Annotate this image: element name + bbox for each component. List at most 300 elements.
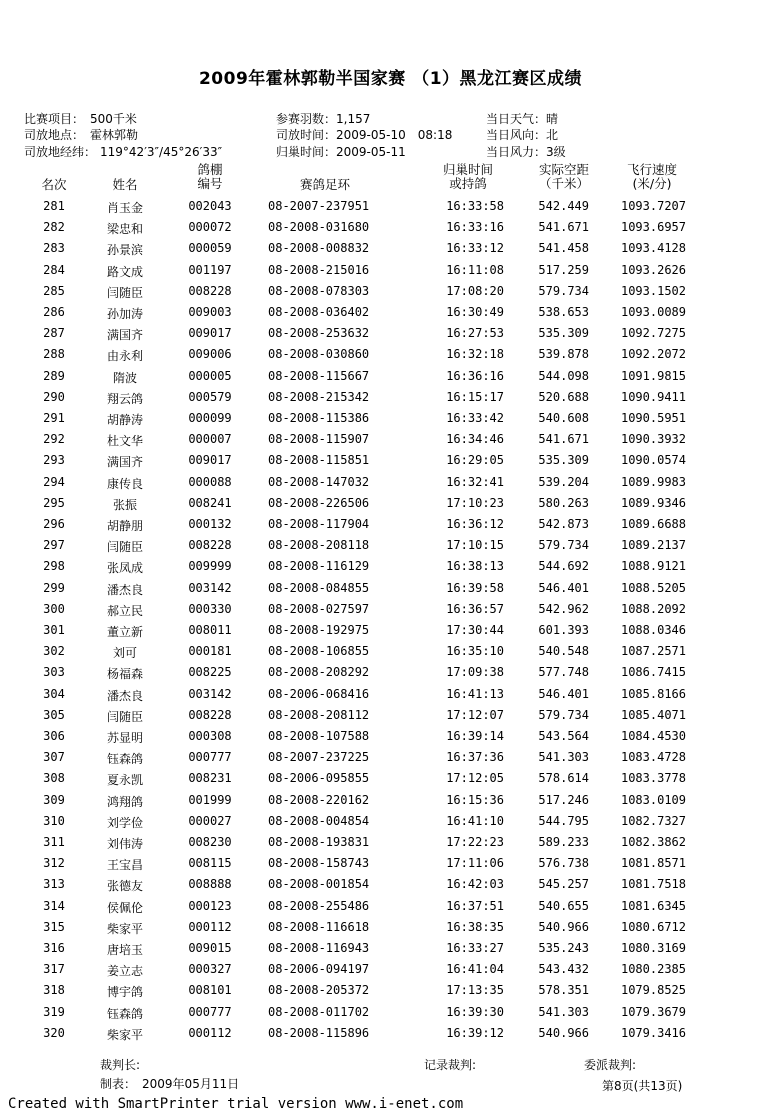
cell-time: 16:35:10 bbox=[446, 644, 504, 659]
cell-speed: 1086.7415 bbox=[620, 665, 686, 680]
cell-ring: 08-2008-030860 bbox=[268, 347, 370, 362]
cell-ring: 08-2008-208118 bbox=[268, 538, 370, 553]
cell-time: 16:41:10 bbox=[446, 813, 504, 828]
cell-time: 16:30:49 bbox=[446, 305, 504, 319]
cell-time: 16:41:13 bbox=[446, 686, 504, 701]
cell-dist: 579.734 bbox=[538, 538, 589, 553]
cell-dist: 540.966 bbox=[538, 919, 589, 934]
table-row bbox=[0, 556, 781, 577]
table-row bbox=[0, 705, 781, 726]
table-row bbox=[0, 832, 781, 853]
page-indicator: 第8页(共13页) bbox=[602, 1079, 683, 1093]
cell-time: 16:39:12 bbox=[446, 1025, 504, 1040]
race-item-line bbox=[24, 110, 137, 127]
cell-rank: 302 bbox=[43, 644, 65, 659]
table-row bbox=[0, 917, 781, 938]
release-place-line bbox=[24, 126, 138, 143]
cell-dist: 541.303 bbox=[538, 1004, 589, 1019]
cell-loft: 000308 bbox=[188, 729, 232, 743]
cell-time: 16:39:58 bbox=[446, 580, 504, 595]
cell-ring: 08-2008-107588 bbox=[268, 729, 370, 743]
cell-dist: 541.671 bbox=[538, 432, 589, 447]
cell-ring: 08-2008-115386 bbox=[268, 411, 370, 425]
cell-rank: 312 bbox=[43, 856, 65, 871]
cell-speed: 1093.7207 bbox=[620, 199, 686, 213]
cell-speed: 1090.9411 bbox=[620, 389, 686, 404]
cell-time: 16:38:13 bbox=[446, 559, 504, 574]
cell-loft: 003142 bbox=[188, 580, 232, 595]
cell-loft: 008228 bbox=[188, 283, 232, 298]
cell-rank: 313 bbox=[43, 877, 65, 892]
cell-time: 16:32:41 bbox=[446, 474, 504, 489]
cell-ring: 08-2008-193831 bbox=[268, 835, 370, 849]
cell-rank: 318 bbox=[43, 983, 65, 998]
cell-speed: 1087.2571 bbox=[620, 644, 686, 659]
cell-name: 张德友 bbox=[106, 879, 143, 894]
header-ring: 赛鸽足环 bbox=[299, 177, 350, 192]
cell-ring: 08-2008-027597 bbox=[268, 601, 370, 616]
cell-time: 16:36:16 bbox=[446, 368, 504, 383]
cell-speed: 1085.4071 bbox=[620, 707, 686, 722]
header-distance-line1: 实际空距 bbox=[538, 162, 589, 177]
cell-rank: 317 bbox=[43, 962, 65, 977]
cell-rank: 309 bbox=[43, 792, 65, 807]
return-time-value: 2009-05-11 bbox=[336, 145, 406, 159]
cell-name: 肖玉金 bbox=[106, 201, 143, 215]
table-row bbox=[0, 344, 781, 365]
cell-speed: 1082.3862 bbox=[620, 835, 686, 849]
cell-ring: 08-2008-008832 bbox=[268, 241, 370, 256]
cell-dist: 541.458 bbox=[538, 241, 589, 256]
table-row bbox=[0, 726, 781, 747]
cell-name: 鸿翔鸽 bbox=[106, 794, 143, 809]
cell-speed: 1091.9815 bbox=[620, 368, 686, 383]
cell-name: 侯佩伦 bbox=[106, 900, 143, 915]
cell-ring: 08-2008-117904 bbox=[268, 517, 370, 531]
cell-time: 16:38:35 bbox=[446, 919, 504, 934]
cell-name: 孙加涛 bbox=[106, 307, 143, 321]
cell-name: 路文成 bbox=[106, 264, 143, 279]
cell-name: 柴家平 bbox=[106, 921, 143, 936]
cell-dist: 579.734 bbox=[538, 707, 589, 722]
cell-loft: 008241 bbox=[188, 495, 232, 510]
cell-time: 16:33:12 bbox=[446, 241, 504, 256]
cell-ring: 08-2008-116943 bbox=[268, 941, 370, 955]
table-row bbox=[0, 747, 781, 768]
cell-dist: 542.449 bbox=[538, 199, 589, 213]
cell-name: 张凤成 bbox=[106, 561, 143, 576]
cell-speed: 1089.9983 bbox=[620, 474, 686, 489]
release-time-label: 司放时间： bbox=[276, 128, 337, 142]
cell-dist: 535.243 bbox=[538, 941, 589, 955]
cell-name: 闫随臣 bbox=[106, 540, 143, 555]
cell-speed: 1080.3169 bbox=[620, 941, 686, 955]
cell-rank: 303 bbox=[43, 665, 65, 680]
table-row bbox=[0, 938, 781, 959]
table-row bbox=[0, 450, 781, 471]
cell-ring: 08-2008-215016 bbox=[268, 262, 370, 277]
cell-loft: 000777 bbox=[188, 1004, 232, 1019]
cell-dist: 539.878 bbox=[538, 347, 589, 362]
release-place-label: 司放地点： bbox=[24, 128, 85, 142]
cell-dist: 578.614 bbox=[538, 771, 589, 786]
table-row bbox=[0, 980, 781, 1001]
cell-rank: 311 bbox=[43, 835, 65, 849]
cell-loft: 009999 bbox=[188, 559, 232, 574]
cell-dist: 543.432 bbox=[538, 962, 589, 977]
cell-loft: 000007 bbox=[188, 432, 232, 447]
cell-loft: 000112 bbox=[188, 1025, 232, 1040]
cell-ring: 08-2008-115896 bbox=[268, 1025, 370, 1040]
return-time-line bbox=[276, 143, 406, 160]
cell-loft: 008011 bbox=[188, 623, 232, 637]
cell-time: 17:09:38 bbox=[446, 665, 504, 680]
table-row bbox=[0, 493, 781, 514]
cell-ring: 08-2008-205372 bbox=[268, 983, 370, 998]
cell-speed: 1088.5205 bbox=[620, 580, 686, 595]
cell-time: 17:11:06 bbox=[446, 856, 504, 871]
cell-loft: 009017 bbox=[188, 326, 232, 341]
cell-ring: 08-2008-115667 bbox=[268, 368, 370, 383]
entries-line bbox=[276, 110, 370, 127]
table-row bbox=[0, 578, 781, 599]
header-time-line1: 归巢时间 bbox=[442, 162, 493, 177]
table-row bbox=[0, 387, 781, 408]
cell-loft: 000088 bbox=[188, 474, 232, 489]
cell-loft: 000027 bbox=[188, 813, 232, 828]
cell-rank: 289 bbox=[43, 368, 65, 383]
cell-rank: 301 bbox=[43, 623, 65, 637]
cell-name: 博宇鸽 bbox=[106, 985, 143, 1000]
cell-dist: 541.671 bbox=[538, 220, 589, 235]
cell-name: 刘伟涛 bbox=[106, 837, 143, 851]
cell-ring: 08-2008-253632 bbox=[268, 326, 370, 341]
cell-rank: 283 bbox=[43, 241, 65, 256]
cell-ring: 08-2007-237225 bbox=[268, 750, 370, 765]
cell-dist: 542.962 bbox=[538, 601, 589, 616]
cell-speed: 1089.2137 bbox=[620, 538, 686, 553]
cell-speed: 1080.2385 bbox=[620, 962, 686, 977]
entries-value: 1,157 bbox=[336, 112, 371, 126]
prepared-label: 制表： bbox=[100, 1077, 137, 1091]
cell-speed: 1090.0574 bbox=[620, 453, 686, 468]
cell-rank: 319 bbox=[43, 1004, 65, 1019]
cell-loft: 000059 bbox=[188, 241, 232, 256]
return-time-label: 归巢时间： bbox=[276, 145, 337, 159]
table-row bbox=[0, 408, 781, 429]
cell-loft: 000099 bbox=[188, 411, 232, 425]
table-row bbox=[0, 790, 781, 811]
cell-dist: 545.257 bbox=[538, 877, 589, 892]
table-row bbox=[0, 620, 781, 641]
cell-speed: 1088.2092 bbox=[620, 601, 686, 616]
cell-loft: 001999 bbox=[188, 792, 232, 807]
cell-time: 16:37:36 bbox=[446, 750, 504, 765]
cell-time: 16:42:03 bbox=[446, 877, 504, 892]
header-time bbox=[428, 163, 508, 191]
cell-name: 翔云鸽 bbox=[106, 391, 143, 406]
cell-speed: 1079.3679 bbox=[620, 1004, 686, 1019]
cell-ring: 08-2008-158743 bbox=[268, 856, 370, 871]
cell-time: 16:34:46 bbox=[446, 432, 504, 447]
cell-speed: 1082.7327 bbox=[620, 813, 686, 828]
appointed-judge-label: 委派裁判: bbox=[584, 1058, 637, 1072]
cell-name: 杜文华 bbox=[106, 434, 143, 449]
cell-rank: 290 bbox=[43, 389, 65, 404]
cell-dist: 540.966 bbox=[538, 1025, 589, 1040]
cell-speed: 1083.4728 bbox=[620, 750, 686, 765]
table-row bbox=[0, 260, 781, 281]
cell-ring: 08-2008-116129 bbox=[268, 559, 370, 574]
cell-dist: 576.738 bbox=[538, 856, 589, 871]
table-row bbox=[0, 238, 781, 259]
cell-name: 唐培玉 bbox=[106, 943, 143, 957]
wind-direction-label: 当日风向： bbox=[486, 128, 547, 142]
cell-loft: 000123 bbox=[188, 898, 232, 913]
cell-dist: 517.246 bbox=[538, 792, 589, 807]
cell-name: 刘学俭 bbox=[106, 815, 143, 830]
cell-speed: 1093.1502 bbox=[620, 283, 686, 298]
cell-dist: 578.351 bbox=[538, 983, 589, 998]
cell-name: 满国齐 bbox=[106, 455, 143, 470]
race-item-value: 500千米 bbox=[90, 112, 137, 126]
cell-time: 16:11:08 bbox=[446, 262, 504, 277]
cell-time: 16:15:17 bbox=[446, 389, 504, 404]
cell-loft: 000579 bbox=[188, 389, 232, 404]
cell-rank: 287 bbox=[43, 326, 65, 341]
cell-rank: 316 bbox=[43, 941, 65, 955]
table-row bbox=[0, 811, 781, 832]
cell-time: 16:15:36 bbox=[446, 792, 504, 807]
cell-dist: 520.688 bbox=[538, 389, 589, 404]
cell-dist: 540.548 bbox=[538, 644, 589, 659]
cell-speed: 1093.4128 bbox=[620, 241, 686, 256]
cell-name: 钰森鸽 bbox=[106, 752, 143, 767]
cell-name: 由永利 bbox=[106, 349, 143, 364]
cell-ring: 08-2008-215342 bbox=[268, 389, 370, 404]
cell-rank: 286 bbox=[43, 305, 65, 319]
weather-label: 当日天气： bbox=[486, 112, 547, 126]
cell-loft: 000112 bbox=[188, 919, 232, 934]
cell-loft: 000005 bbox=[188, 368, 232, 383]
cell-speed: 1093.6957 bbox=[620, 220, 686, 235]
cell-rank: 282 bbox=[43, 220, 65, 235]
cell-dist: 539.204 bbox=[538, 474, 589, 489]
cell-loft: 008115 bbox=[188, 856, 232, 871]
cell-ring: 08-2008-004854 bbox=[268, 813, 370, 828]
cell-time: 16:33:16 bbox=[446, 220, 504, 235]
cell-name: 杨福森 bbox=[106, 667, 143, 682]
cell-ring: 08-2008-078303 bbox=[268, 283, 370, 298]
header-distance-line2: （千米） bbox=[538, 176, 589, 191]
release-coords-value: 119°42′3″/45°26′33″ bbox=[100, 145, 223, 159]
header-rank: 名次 bbox=[41, 177, 67, 192]
header-loft-line2: 编号 bbox=[197, 176, 223, 191]
recording-judge-label: 记录裁判: bbox=[424, 1058, 477, 1072]
table-row bbox=[0, 366, 781, 387]
cell-time: 16:32:18 bbox=[446, 347, 504, 362]
cell-dist: 540.608 bbox=[538, 411, 589, 425]
cell-loft: 008225 bbox=[188, 665, 232, 680]
cell-time: 16:36:12 bbox=[446, 517, 504, 531]
cell-speed: 1092.2072 bbox=[620, 347, 686, 362]
cell-loft: 009015 bbox=[188, 941, 232, 955]
cell-speed: 1080.6712 bbox=[620, 919, 686, 934]
cell-name: 隋波 bbox=[112, 370, 137, 385]
cell-rank: 291 bbox=[43, 411, 65, 425]
cell-loft: 008228 bbox=[188, 538, 232, 553]
cell-name: 满国齐 bbox=[106, 328, 143, 343]
cell-loft: 009003 bbox=[188, 305, 232, 319]
cell-time: 17:22:23 bbox=[446, 835, 504, 849]
cell-loft: 008888 bbox=[188, 877, 232, 892]
cell-speed: 1084.4530 bbox=[620, 729, 686, 743]
cell-speed: 1093.0089 bbox=[620, 305, 686, 319]
cell-ring: 08-2008-147032 bbox=[268, 474, 370, 489]
table-row bbox=[0, 853, 781, 874]
release-time-line bbox=[276, 126, 452, 143]
cell-speed: 1090.3932 bbox=[620, 432, 686, 447]
cell-speed: 1090.5951 bbox=[620, 411, 686, 425]
table-row bbox=[0, 684, 781, 705]
cell-rank: 292 bbox=[43, 432, 65, 447]
cell-rank: 320 bbox=[43, 1025, 65, 1040]
cell-rank: 304 bbox=[43, 686, 65, 701]
cell-name: 梁忠和 bbox=[106, 222, 143, 237]
cell-rank: 294 bbox=[43, 474, 65, 489]
cell-name: 郝立民 bbox=[106, 603, 143, 618]
weather-value: 晴 bbox=[546, 112, 559, 126]
cell-rank: 306 bbox=[43, 729, 65, 743]
cell-loft: 000327 bbox=[188, 962, 232, 977]
cell-rank: 298 bbox=[43, 559, 65, 574]
wind-force-label: 当日风力： bbox=[486, 145, 547, 159]
cell-rank: 285 bbox=[43, 283, 65, 298]
header-loft-line1: 鸽棚 bbox=[197, 162, 223, 177]
table-row bbox=[0, 1023, 781, 1044]
cell-dist: 589.233 bbox=[538, 835, 589, 849]
cell-ring: 08-2008-208112 bbox=[268, 707, 370, 722]
cell-rank: 281 bbox=[43, 199, 65, 213]
cell-time: 17:30:44 bbox=[446, 623, 504, 637]
cell-loft: 001197 bbox=[188, 262, 232, 277]
table-row bbox=[0, 196, 781, 217]
cell-ring: 08-2008-084855 bbox=[268, 580, 370, 595]
cell-loft: 000132 bbox=[188, 517, 232, 531]
cell-loft: 008230 bbox=[188, 835, 232, 849]
table-row bbox=[0, 302, 781, 323]
cell-rank: 314 bbox=[43, 898, 65, 913]
release-coords-label: 司放地经纬： bbox=[24, 145, 97, 159]
cell-ring: 08-2008-115907 bbox=[268, 432, 370, 447]
cell-ring: 08-2006-068416 bbox=[268, 686, 370, 701]
table-row bbox=[0, 959, 781, 980]
table-row bbox=[0, 599, 781, 620]
cell-dist: 543.564 bbox=[538, 729, 589, 743]
cell-loft: 000330 bbox=[188, 601, 232, 616]
cell-name: 康传良 bbox=[106, 476, 143, 491]
cell-loft: 008231 bbox=[188, 771, 232, 786]
cell-time: 16:41:04 bbox=[446, 962, 504, 977]
race-item-label: 比赛项目： bbox=[24, 112, 85, 126]
cell-loft: 008228 bbox=[188, 707, 232, 722]
cell-loft: 008101 bbox=[188, 983, 232, 998]
cell-time: 17:10:15 bbox=[446, 538, 504, 553]
cell-time: 17:12:07 bbox=[446, 707, 504, 722]
cell-time: 16:33:27 bbox=[446, 941, 504, 955]
table-row bbox=[0, 641, 781, 662]
cell-name: 钰森鸽 bbox=[106, 1006, 143, 1021]
cell-dist: 517.259 bbox=[538, 262, 589, 277]
header-time-line2: 或持鸽 bbox=[449, 176, 487, 191]
cell-rank: 308 bbox=[43, 771, 65, 786]
cell-ring: 08-2008-115851 bbox=[268, 453, 370, 468]
cell-name: 潘杰良 bbox=[106, 688, 143, 703]
wind-direction-value: 北 bbox=[546, 128, 559, 142]
cell-name: 董立新 bbox=[106, 625, 143, 639]
cell-dist: 542.873 bbox=[538, 517, 589, 531]
cell-ring: 08-2008-255486 bbox=[268, 898, 370, 913]
cell-dist: 535.309 bbox=[538, 326, 589, 341]
wind-force-value: 3级 bbox=[546, 145, 566, 159]
cell-speed: 1079.8525 bbox=[620, 983, 686, 998]
cell-speed: 1081.8571 bbox=[620, 856, 686, 871]
cell-rank: 296 bbox=[43, 517, 65, 531]
cell-speed: 1081.7518 bbox=[620, 877, 686, 892]
wind-force-line bbox=[486, 143, 566, 160]
table-row bbox=[0, 217, 781, 238]
release-place-value: 霍林郭勒 bbox=[90, 128, 139, 142]
cell-time: 16:39:30 bbox=[446, 1004, 504, 1019]
cell-rank: 305 bbox=[43, 707, 65, 722]
cell-ring: 08-2008-208292 bbox=[268, 665, 370, 680]
cell-dist: 577.748 bbox=[538, 665, 589, 680]
cell-time: 16:27:53 bbox=[446, 326, 504, 341]
table-row bbox=[0, 472, 781, 493]
cell-rank: 300 bbox=[43, 601, 65, 616]
cell-dist: 579.734 bbox=[538, 283, 589, 298]
table-row bbox=[0, 662, 781, 683]
cell-speed: 1081.6345 bbox=[620, 898, 686, 913]
cell-ring: 08-2008-031680 bbox=[268, 220, 370, 235]
header-speed bbox=[612, 163, 692, 191]
cell-name: 苏显明 bbox=[106, 731, 143, 745]
cell-speed: 1088.9121 bbox=[620, 559, 686, 574]
cell-dist: 546.401 bbox=[538, 580, 589, 595]
cell-dist: 544.692 bbox=[538, 559, 589, 574]
header-loft bbox=[180, 163, 240, 191]
cell-loft: 000072 bbox=[188, 220, 232, 235]
table-row bbox=[0, 281, 781, 302]
header-speed-line1: 飞行速度 bbox=[626, 162, 677, 177]
wind-direction-line bbox=[486, 126, 558, 143]
cell-time: 16:33:42 bbox=[446, 411, 504, 425]
cell-time: 16:33:58 bbox=[446, 199, 504, 213]
cell-time: 17:13:35 bbox=[446, 983, 504, 998]
header-name: 姓名 bbox=[112, 177, 138, 192]
cell-ring: 08-2007-237951 bbox=[268, 199, 370, 213]
cell-speed: 1088.0346 bbox=[620, 623, 686, 637]
cell-name: 张振 bbox=[112, 497, 137, 512]
cell-loft: 009017 bbox=[188, 453, 232, 468]
entries-label: 参赛羽数： bbox=[276, 112, 337, 126]
cell-speed: 1085.8166 bbox=[620, 686, 686, 701]
cell-name: 柴家平 bbox=[106, 1027, 143, 1042]
cell-ring: 08-2006-095855 bbox=[268, 771, 370, 786]
cell-speed: 1079.3416 bbox=[620, 1025, 686, 1040]
cell-ring: 08-2008-116618 bbox=[268, 919, 370, 934]
cell-rank: 315 bbox=[43, 919, 65, 934]
